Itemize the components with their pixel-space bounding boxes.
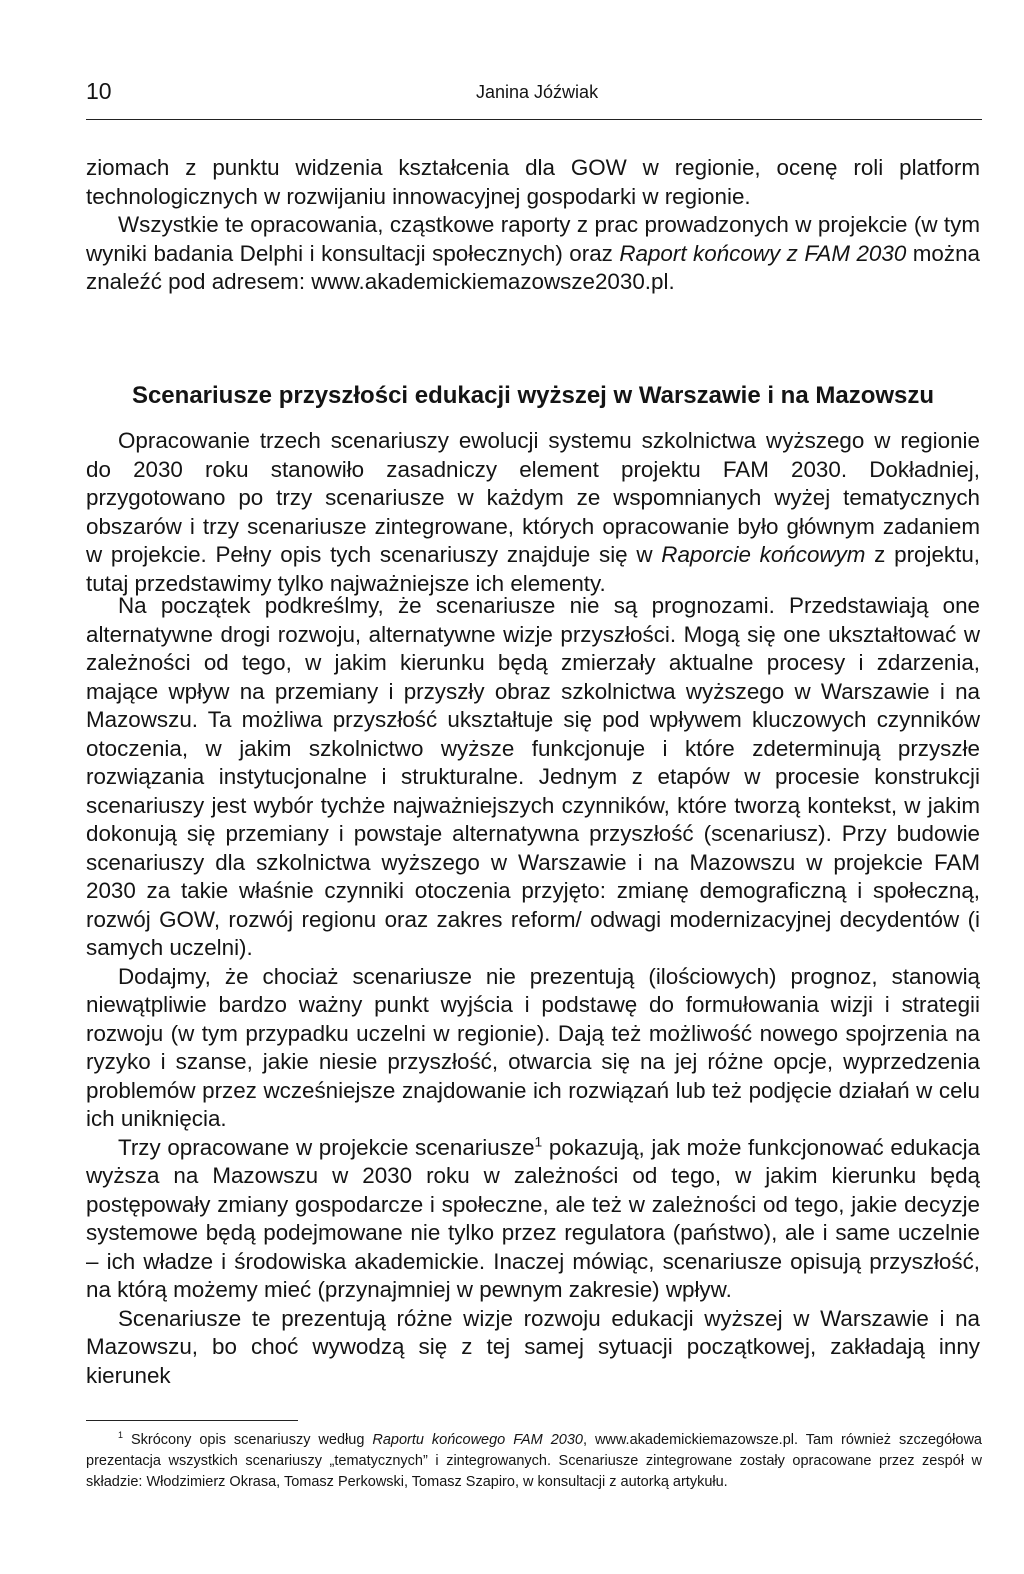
intro-paragraph-1: ziomach z punktu widzenia kształcenia dla GOW w regionie, ocenę roli platform technologicznych w rozwijaniu innowacyjnej gospodarki w regionie. (86, 155, 980, 209)
footnotes (86, 1430, 982, 1493)
running-head-author: Janina Jóźwiak (476, 82, 599, 102)
body-paragraph-4 (86, 1134, 980, 1305)
body-paragraph-4-text-end: pokazują, jak może funkcjonować edukacja wyższa na Mazowszu w 2030 roku w zależności od tego, w jakim kierunku będą postępowały zmiany gospodarcze i społeczne, ale też w zależności od tego, jakie decyzje systemowe będą podejmowane nie tylko przez regulatora (państwo), ale i same uczelnie – ich władze i środowiska akademickie. Inaczej mówiąc, scenariusze opisują przyszłość, na którą możemy mieć (przynajmniej w pewnym zakresie) wpływ. (86, 1134, 980, 1302)
final-report-italic: Raporcie końcowym (661, 542, 866, 567)
footnote-report-title: Raportu końcowego FAM 2030 (372, 1432, 583, 1448)
footnote-marker: 1 (118, 1430, 123, 1441)
section-paragraph-1-text: Opracowanie trzech scenariuszy ewolucji systemu szkolnictwa wyższego w regionie do 2030 roku stanowiło zasadniczy element projektu FAM 2030. Dokładniej, przygotowano po trzy scenariusze w każdym ze wspomnianych wyżej tematycznych obszarów i trzy scenariusze zintegrowane, których opracowanie było głównym zadaniem w projekcie. Pełny opis tych scenariuszy znajduje się w (86, 428, 980, 567)
intro-paragraph-2-text-end: można znaleźć pod adresem: www.akademickiemazowsze2030.pl. (86, 240, 980, 294)
section-heading: Scenariusze przyszłości edukacji wyższej w Warszawie i na Mazowszu (131, 381, 935, 409)
footnote-rule (86, 1420, 298, 1421)
section-paragraph-1 (86, 427, 980, 598)
body-paragraph-2: Na początek podkreślmy, że scenariusze nie są prognozami. Przedstawiają one alternatywne drogi rozwoju, alternatywne wizje przyszłości. Mogą się one ukształtować w zależności od tego, w jakim kierunku będą zmierzały aktualne procesy i zdarzenia, mające wpływ na przemiany i przyszły obraz szkolnictwa wyższego w Warszawie i na Mazowszu. Ta możliwa przyszłość ukształtuje się pod wpływem kluczowych czynników otoczenia, w jakim szkolnictwo wyższe funkcjonuje i które zdeterminują przyszłe rozwiązania instytucjonalne i strukturalne. Jednym z etapów w procesie konstrukcji scenariuszy jest wybór tychże najważniejszych czynników, które tworzą kontekst, w jakim dokonują się przemiany i powstaje alternatywna przyszłość (scenariusz). Przy budowie scenariuszy dla szkolnictwa wyższego w Warszawie i na Mazowszu w projekcie FAM 2030 za takie właśnie czynniki otoczenia przyjęto: zmianę demograficzną i społeczną, rozwój GOW, rozwój regionu oraz zakres reform/ odwagi modernizacyjnej decydentów (i samych uczelni). (86, 593, 980, 960)
body-paragraph-5: Scenariusze te prezentują różne wizje rozwoju edukacji wyższej w Warszawie i na Mazowszu, bo choć wywodzą się z tej samej sytuacji początkowej, zakładają inny kierunek (86, 1305, 980, 1388)
intro-paragraph-2 (86, 211, 980, 297)
header-rule (86, 119, 982, 120)
section-lead (86, 427, 980, 598)
intro-text (86, 154, 980, 297)
footnote-reference: 1 (534, 1133, 543, 1150)
report-title-italic: Raport końcowy z FAM 2030 (619, 240, 907, 266)
body-paragraph-4-text: Trzy opracowane w projekcie scenariusze (118, 1134, 535, 1160)
section-paragraph-1-text-end: z projektu, tutaj przedstawimy tylko najważniejsze ich elementy. (86, 542, 980, 596)
footnote-text: Skrócony opis scenariuszy według (123, 1432, 373, 1448)
running-head (86, 78, 978, 118)
footnote-text-end: , www.akademickiemazowsze.pl. Tam również szczegółowa prezentacja wszystkich scenariuszy „tematycznych” i zintegrowanych. Scenariusze zintegrowane zostały opracowane przez zespół w składzie: Włodzimierz Okrasa, Tomasz Perkowski, Tomasz Szapiro, w konsultacji z autorką artykułu. (86, 1432, 982, 1490)
page-number: 10 (86, 78, 112, 104)
body-paragraph-3: Dodajmy, że chociaż scenariusze nie prezentują (ilościowych) prognoz, stanowią niewątpliwie bardzo ważny punkt wyjścia i podstawę do formułowania wizji i strategii rozwoju (w tym przypadku uczelni w regionie). Dają też możliwość nowego spojrzenia na ryzyko i szanse, jakie niesie przyszłość, otwarcia się na jej różne opcje, wyprzedzenia problemów przez wcześniejsze znajdowanie ich rozwiązań lub też podjęcie działań w celu ich uniknięcia. (86, 963, 980, 1131)
body-text (86, 592, 980, 1390)
intro-paragraph-2-text: Wszystkie te opracowania, cząstkowe raporty z prac prowadzonych w projekcie (w tym wyniki badania Delphi i konsultacji społecznych) oraz (86, 212, 980, 266)
footnote-1 (86, 1430, 982, 1493)
